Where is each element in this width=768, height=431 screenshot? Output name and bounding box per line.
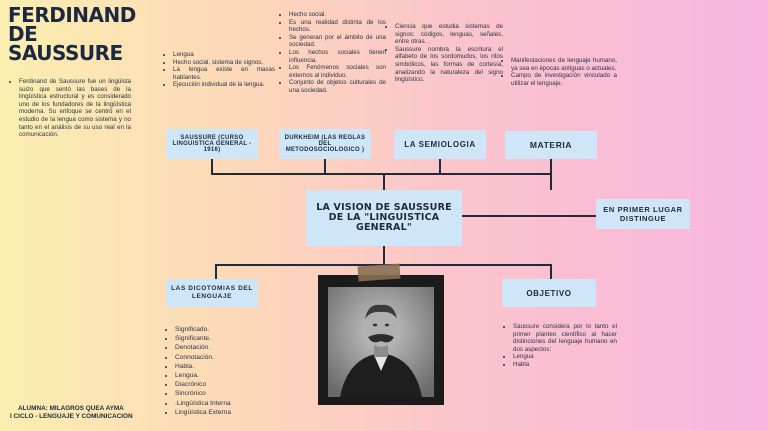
list-item: • Significado.	[175, 325, 275, 334]
portrait-image	[318, 275, 444, 405]
page-title	[8, 3, 158, 65]
course-name: I CICLO - LENGUAJE Y COMUNICACION	[10, 413, 133, 420]
title-line-2: DE	[8, 22, 38, 46]
connector	[550, 264, 552, 279]
note-item: • Manifestaciones de lenguaje humano, ya sea en épocas antiguas o actuales.	[511, 57, 617, 72]
note-item: • Se generan por el ámbito de una sociedad.	[289, 34, 386, 49]
dicotomias-box: LAS DICOTOMIAS DEL LENGUAJE	[166, 279, 258, 307]
durkheim-notes	[280, 11, 386, 95]
saussure-notes	[164, 51, 275, 89]
primer-lugar-box: EN PRIMER LUGAR DISTINGUE	[596, 199, 690, 229]
list-item: • Denotación.	[175, 343, 275, 352]
semiologia-box: LA SEMIOLOGIA	[394, 130, 486, 159]
semiologia-notes	[386, 23, 503, 84]
note-item: • Hecho social.	[289, 11, 386, 19]
saussure-portrait	[318, 275, 444, 405]
materia-box: MATERIA	[505, 131, 597, 159]
connector	[211, 159, 213, 174]
note-item: • Lengua	[173, 51, 275, 59]
note-item: • Conjunto de objetos culturales de una sociedad.	[289, 79, 386, 94]
intro-text: • Ferdinand de Saussure fue un lingüista suizo que sentó las bases de la lingüística estructural y es considerado uno de los fundadores de la lingüística moderna. Su enfoque se centró en el estudio de la lengua como sistema y no tanto en el análisis de su uso real en la comunicación.	[19, 78, 131, 139]
objetivo-box: OBJETIVO	[502, 279, 596, 307]
connector	[383, 173, 385, 190]
list-item: • Significante.	[175, 334, 275, 343]
materia-notes	[502, 57, 617, 87]
connector	[462, 215, 596, 217]
connector	[439, 159, 441, 174]
list-item: • Diacrónico	[175, 380, 275, 389]
note-item: • Habla	[513, 361, 617, 369]
objetivo-notes	[504, 323, 617, 369]
note-item: • La lengua existe en masas hablantes.	[173, 66, 275, 81]
durkheim-box: DURKHEIM (LAS REGLAS DEL METODOSOCIOLOGICO )	[279, 129, 371, 159]
connector	[215, 264, 217, 279]
connector	[383, 246, 385, 265]
title-line-3: SAUSSURE	[8, 41, 123, 65]
list-item: • Sincrónico	[175, 389, 275, 398]
list-item: • .Lingüística Interna	[175, 399, 275, 408]
central-box: LA VISION DE SAUSSURE DE LA "LINGUISTICA GENERAL"	[306, 190, 462, 246]
photo-tape	[358, 264, 401, 282]
connector	[324, 159, 326, 174]
note-item: • Hecho social, sistema de signos.	[173, 59, 275, 67]
note-item: • Los hechos sociales tienen influencia.	[289, 49, 386, 64]
saussure-box: SAUSSURE (CURSO LINGUISTICA GENERAL - 1916)	[166, 129, 258, 159]
list-item: • Habla.	[175, 362, 275, 371]
dicotomias-list	[166, 325, 275, 417]
note-item: • Lengua	[513, 353, 617, 361]
list-item: • Connotación.	[175, 353, 275, 362]
note-item: • Es una realidad distinta de los hechos.	[289, 19, 386, 34]
intro-list	[10, 78, 131, 139]
list-item: • Lengua.	[175, 371, 275, 380]
connector	[211, 173, 552, 175]
title-line-1: FERDINAND	[8, 3, 136, 27]
note-item: • Saussure considera por lo tanto el primer planteo científico al hacer distinciones del lenguaje humano en dos aspectos:	[513, 323, 617, 353]
note-item: • Campo de investigación vinculado a utilizar el lenguaje.	[511, 72, 617, 87]
note-item: • Ejecución individual de la lengua.	[173, 81, 275, 89]
footer-credits	[10, 405, 170, 421]
note-item: • Ciencia que estudia sistemas de signos: códigos, lenguas, señales, entre otras. .	[395, 23, 503, 46]
student-name: ALUMNA: MILAGROS QUEA AYMA	[18, 405, 124, 412]
note-item: • Los Fenómenos sociales son externos al individuo.	[289, 64, 386, 79]
list-item: • Lingüística Externa	[175, 408, 275, 417]
note-item: • Saussure nombra la escritura el alfabeto de los sordomudos, los ritos simbólicos, las formas de cortesía, analizando la naturaleza del signo lingüístico.	[395, 46, 503, 84]
